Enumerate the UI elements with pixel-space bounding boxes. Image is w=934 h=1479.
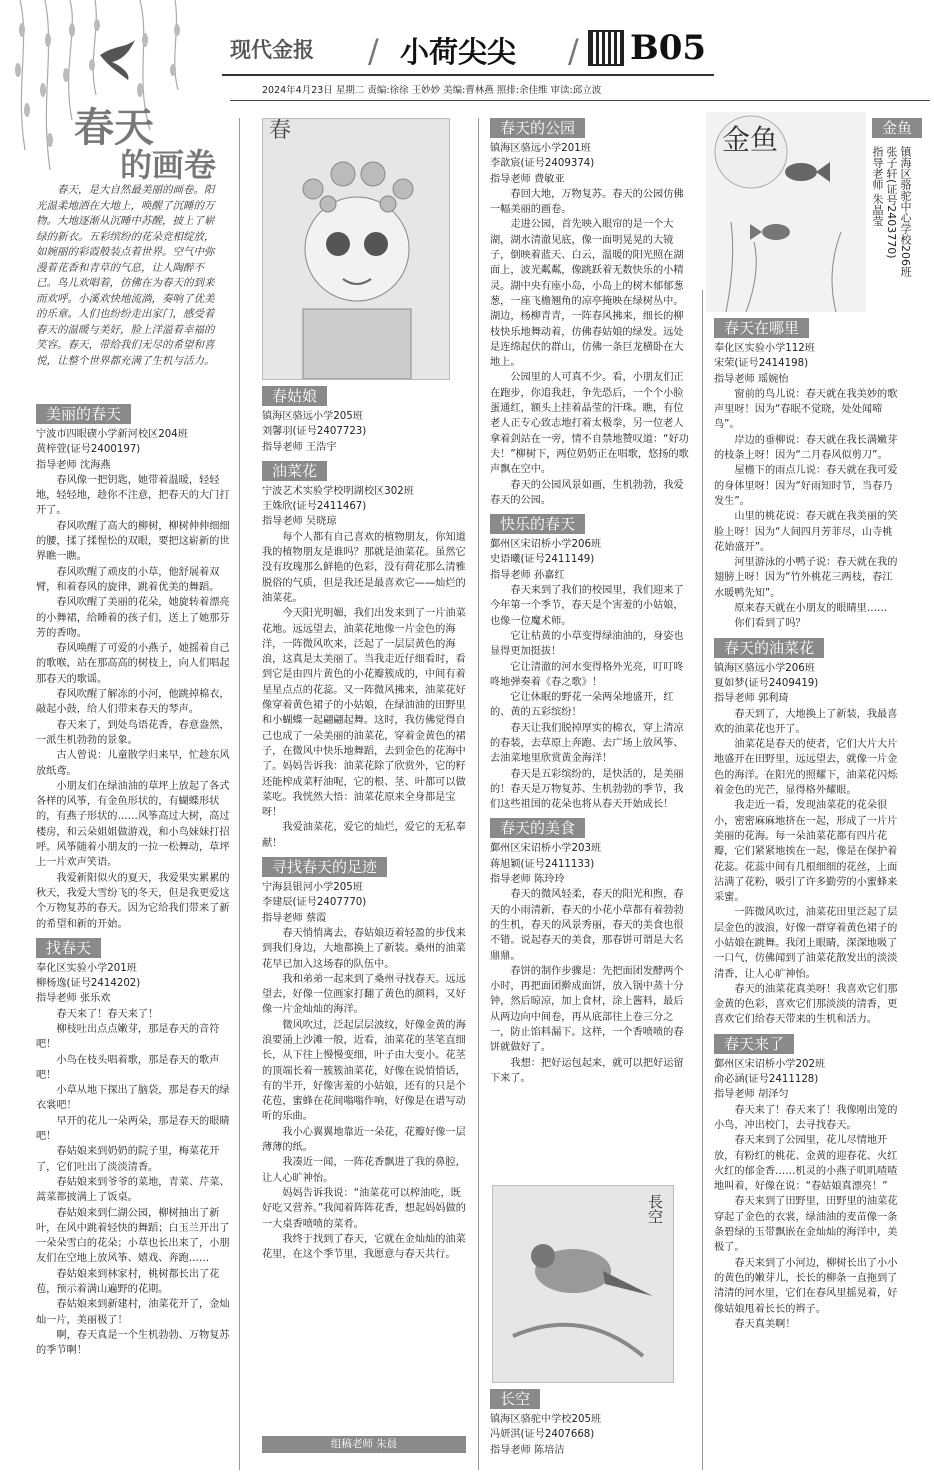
painting-label: 金鱼 <box>722 123 779 156</box>
article-paragraph: 春姑娘来到爷爷的菜地，青菜、芹菜、蒿菜都披满上了饭桌。 <box>36 1176 230 1204</box>
article-teacher: 指导老师 王浩宇 <box>262 441 337 453</box>
swallow-icon <box>100 40 135 80</box>
article-school: 奉化区实验小学112班 <box>714 343 815 354</box>
article-author: 柳杨逸(证号2414202) <box>36 978 141 990</box>
article-paragraph: 走进公园，首先映入眼帘的是一个大湖，湖水清澈见底，像一面明晃晃的大镜子，倒映着蓝天、白云，温暖的阳光照在湖面上，波光粼粼，像跳跃着无数快乐的小精灵。湖中央有座小岛，小岛上的树木郁郁葱葱，一座飞檐翘角的凉亭掩映在绿树丛中。湖边，杨柳青青，一阵春风拂来，细长的柳枝快乐地舞动着，仿佛春姑娘的绿发。远处是连绵起伏的群山，仿佛一条巨龙横卧在大地上。 <box>490 219 684 369</box>
article-paragraph: 油菜花是春天的使者，它们大片大片地盛开在田野里，远远望去，就像一片金色的海洋。在阳光的照耀下，油菜花闪烁着金色的光芒，显得格外耀眼。 <box>714 739 898 797</box>
article-author: 俞必涵(证号2411128) <box>714 1074 819 1086</box>
article-paragraph: 河里游泳的小鸭子说：春天就在我的翅膀上呀！因为“竹外桃花三两枝，春江水暖鸭先知”。 <box>714 557 898 599</box>
article-school: 奉化区实验小学201班 <box>36 962 137 974</box>
article-author: 冯妍淇(证号2407668) <box>490 1429 595 1441</box>
article-paragraph: 春天来了，到处鸟语花香，春意盎然，一派生机勃勃的景象。 <box>36 719 230 746</box>
newspaper-name: 现代金报 <box>230 37 314 62</box>
column-2 <box>262 118 466 1468</box>
article-paragraph: 春天来了！春天来了！我像刚出笼的小鸟，冲出校门，去寻找春天。 <box>714 1104 898 1131</box>
article-paragraph: 春风唤醒了可爱的小燕子，她摇着自己的歌喉，站在那高高的树枝上，向人们唱起那春天的歌谣。 <box>36 643 230 685</box>
article-paragraph: 小鸟在枝头唱着歌，那是春天的歌声吧！ <box>36 1054 220 1081</box>
article-school: 鄞州区宋诏桥小学206班 <box>490 539 602 551</box>
section-name: 小荷尖尖 <box>400 35 517 69</box>
article-title: 长空 <box>490 1389 540 1409</box>
column-divider <box>239 118 240 1470</box>
article-teacher: 指导老师 陈培洁 <box>490 1444 565 1456</box>
article-paragraph: 我爱新阳似火的夏天，我爱果实累累的秋天，我爱大雪纷飞的冬天，但是我更爱这个万物复苏的春天。因为它给我们带来了新的希望和新的开始。 <box>36 872 230 930</box>
article-paragraph: 春风吹醒了解冻的小河，他跳掉棉衣，敲起小鼓，给人们带来春天的琴声。 <box>36 689 230 716</box>
article-paragraph: 春天来了！春天来了！ <box>56 1008 159 1020</box>
article-school: 宁波市四眼碶小学新河校区204班 <box>36 429 188 440</box>
caption-school: 镇海区骆驼中心学校206班 <box>899 146 912 277</box>
article-paragraph: 春姑娘来到奶奶的院子里，梅菜花开了，它们吐出了淡淡清香。 <box>36 1146 220 1173</box>
article-paragraph: 春天来到了公园里，花儿尽情地开放，有粉红的桃花、金黄的迎春花、火红火红的郁金香……机灵的小燕子叽叽喳喳地叫着，好像在说：“春姑娘真漂亮！” <box>714 1135 898 1193</box>
article-paragraph: 小朋友们在绿油油的草坪上放起了各式各样的风筝，有金鱼形状的，有蝴蝶形状的，有燕子形状的……风筝高过大树，高过楼房，和云朵姐姐做游戏，和小鸟妹妹打招呼。风筝随着小朋友的一拉一松舞动，草坪上一片欢声笑语。 <box>36 780 230 869</box>
article-teacher: 指导老师 瑶婉怡 <box>714 373 789 385</box>
column-4 <box>714 312 902 1472</box>
article-paragraph: 它让枯黄的小草变得绿油油的，身姿也显得更加挺拔！ <box>490 630 684 658</box>
column-divider <box>478 118 479 1470</box>
article-title: 春天的美食 <box>490 818 585 838</box>
article-title: 春天来了 <box>714 1034 794 1054</box>
article-paragraph: 春风吹醒了美丽的花朵，她旋转着漂亮的小舞裙，给睡着的孩子们，送上了她那芬芳的香吻。 <box>36 597 230 639</box>
article-teacher: 指导老师 胡泽匀 <box>714 1089 789 1101</box>
article-teacher: 指导老师 张乐欢 <box>36 993 111 1005</box>
article-paragraph: 它让休眠的野花一朵两朵地盛开，红的、黄的五彩缤纷！ <box>490 692 674 719</box>
girl-painting <box>262 118 450 380</box>
article-paragraph: 妈妈告诉我说：“油菜花可以榨油吃，既好吃又营养。”我闻着阵阵花香，想起妈妈做的一大桌香喷喷的菜肴。 <box>262 1187 466 1230</box>
article-paragraph: 春天的油菜花真美呀！我喜欢它们那金黄的色彩，喜欢它们那淡淡的清香，更喜欢它们给春天带来的生机和活力。 <box>714 983 898 1026</box>
article-paragraph: 春风吹醒了顽皮的小草，他舒展着双臂，和着春风的旋律，跳着优美的舞蹈。 <box>36 566 220 593</box>
painting-title: 金鱼 <box>872 118 922 138</box>
intro-text: 春天，是大自然最美丽的画卷。阳光温柔地洒在大地上，唤醒了沉睡的万物。大地逐渐从沉睡中苏醒，披上了崭绿的新衣。五彩缤纷的花朵竞相绽放，如婉丽的彩霞般装点着世界。空气中弥漫着花香和青草的气息，让人陶醉不已。鸟儿欢唱着，仿佛在为春天的到来而欢呼。小溪欢快地流淌，奏响了优美的乐章。人们也纷纷走出家门，感受着春天的温暖与美好，脸上洋溢着幸福的笑容。春天，带给我们无尽的希望和喜悦，让整个世界都充满了生机与活力。 <box>36 184 215 367</box>
girl-face-icon <box>263 119 450 380</box>
article-author: 李建辰(证号2407770) <box>262 897 367 909</box>
column-divider <box>702 290 703 1470</box>
article-paragraph: 你们看到了吗？ <box>734 618 806 630</box>
header-rule <box>230 100 930 101</box>
article-title: 春天的公园 <box>490 118 585 138</box>
article-author: 李歆宸(证号2409374) <box>490 158 595 170</box>
article-teacher: 指导老师 郭利琦 <box>714 693 789 705</box>
article-paragraph: 啊，春天真是一个生机勃勃、万物复苏的季节啊！ <box>36 1329 230 1357</box>
article-paragraph: 春天是五彩缤纷的，是快活的，是美丽的！春天是万物复苏、生机勃勃的季节，我们这些祖国的花朵也将从春天开始成长！ <box>490 768 684 811</box>
article-paragraph: 春天的公园风景如画，生机勃勃，我爱春天的公园。 <box>490 479 684 506</box>
article-title: 寻找春天的足迹 <box>262 857 387 877</box>
article-paragraph: 窗前的鸟儿说：春天就在我美妙的歌声里呀！因为“春眠不觉晓，处处闻啼鸟”。 <box>714 388 898 431</box>
page-title-line2: 的画卷 <box>120 146 217 184</box>
page-title-line1: 春天 <box>74 104 154 151</box>
article-title: 美丽的春天 <box>36 404 131 424</box>
article-title: 找春天 <box>36 938 101 958</box>
qr-code-icon <box>588 30 624 66</box>
article-paragraph: 公园里的人可真不少。看，小朋友们正在跑步，你追我赶，争先恐后，一个个小脸蛋通红，额头上挂着晶莹的汗珠。瞧，有位老人正专心致志地打着太极拳，另一位老人拿着剑站在一旁，情不自禁地赞叹道：“好功夫！”柳树下，两位奶奶正在唱歌，悠扬的歌声飘在空中。 <box>490 372 689 476</box>
goldfish-painting <box>706 112 866 312</box>
painting-label: 長空 <box>646 1194 664 1224</box>
column-1 <box>36 398 232 1473</box>
article-author: 蒋旭颖(证号2411133) <box>490 858 595 870</box>
article-paragraph: 今天阳光明媚，我们出发来到了一片油菜花地。远远望去，油菜花地像一片金色的海洋，一阵微风吹来，泛起了一层层黄色的海浪，这真是太美丽了。当我走近仔细看时，看到它是由四片黄色的小花瓣簇成的，中间有着星星点点的花蕊。又一阵微风拂来，油菜花好像穿着黄色裙子的小姑娘，在绿油油的田野里和小蝴蝶一起翩翩起舞。这时，我仿佛觉得自己也成了一朵美丽的油菜花，穿着金黄色的裙子，在微风中快乐地舞蹈，去到金色的花海中了。妈妈告诉我：油菜花除了欣赏外，它的籽还能榨成菜籽油呢，它的根、茎、叶都可以做菜吃。我恍然大悟：油菜花原来全身都是宝呀！ <box>262 608 466 819</box>
article-paragraph: 春风像一把钥匙，她带着温暖，轻轻地，轻轻地，趁你不注意，把春天的大门打开了。 <box>36 474 230 517</box>
article-paragraph: 春回大地，万物复苏。春天的公园仿佛一幅美丽的画卷。 <box>490 188 684 216</box>
article-paragraph: 春姑娘来到新建村，油菜花开了，金灿灿一片，美丽极了！ <box>36 1299 230 1326</box>
article-paragraph: 春天来到了小河边，柳树长出了小小的黄色的嫩芽儿，长长的柳条一直拖到了清清的河水里，它们在春风里摇晃着，好像姑娘甩着长长的辫子。 <box>714 1257 898 1315</box>
article-paragraph: 春天来到了田野里，田野里的油菜花穿起了金色的衣裳，绿油油的麦苗像一条条碧绿的玉带飘嵌在金灿灿的海洋中，美极了。 <box>714 1196 898 1254</box>
article-author: 刘馨羽(证号2407723) <box>262 426 367 438</box>
article-paragraph: 春天真美啊！ <box>734 1318 796 1330</box>
article-paragraph: 我和弟弟一起来到了桑州寻找春天。远远望去，好像一位画家打翻了黄色的颜料，又好像一片金灿灿的海洋。 <box>262 973 466 1016</box>
article-school: 镇海区骆远小学205班 <box>262 411 363 422</box>
article-paragraph: 我小心翼翼地靠近一朵花，花瓣好像一层薄薄的纸。 <box>262 1126 466 1154</box>
article-paragraph: 小草从地下探出了脑袋，那是春天的绿衣裳吧！ <box>36 1085 230 1112</box>
article-paragraph: 原来春天就在小朋友的眼睛里…… <box>734 603 888 615</box>
article-title: 春天的油菜花 <box>714 638 824 658</box>
article-paragraph: 一阵微风吹过，油菜花田里泛起了层层金色的波浪，好像一群穿着黄色裙子的小姑娘在跳舞。我闭上眼睛，深深地吸了一口气，仿佛闻到了油菜花散发出的淡淡清香，让人心旷神怡。 <box>714 907 898 980</box>
painting-caption <box>870 146 912 296</box>
masthead-rule <box>222 74 714 76</box>
article-paragraph: 春天悄悄离去，春姑娘迈着轻盈的步伐来到我们身边，大地都换上了新装。桑州的油菜花早已加入这场春的队伍中。 <box>262 927 466 970</box>
article-teacher: 指导老师 蔡霞 <box>262 912 327 924</box>
article-paragraph: 春天的微风轻柔，春天的阳光和煦，春天的小雨清新，春天的小花小草都有着勃勃的生机，春天的风景秀丽，春天的美食也很不错。说起春天的美食，那春饼可谓是大名鼎鼎。 <box>490 889 684 962</box>
article-teacher: 指导老师 孙嘉红 <box>490 569 565 581</box>
article-paragraph: 春姑娘来到林家村，桃树都长出了花苞，预示着满山遍野的花期。 <box>36 1268 220 1296</box>
article-school: 鄞州区宋诏桥小学202班 <box>714 1058 826 1070</box>
masthead-divider: / <box>368 32 379 70</box>
article-paragraph: 春天让我们脱掉厚实的棉衣，穿上清凉的春装，去草原上奔跑、去广场上放风筝、去油菜地里欣赏黄金海洋！ <box>490 722 684 765</box>
caption-teacher: 指导老师 朱晶莹 <box>871 146 884 227</box>
article-teacher: 指导老师 陈玲玲 <box>490 874 565 886</box>
article-beautiful-spring <box>36 398 232 932</box>
masthead-divider: / <box>568 32 579 70</box>
article-paragraph: 春姑娘来到仁湖公园，柳树抽出了新叶，在风中跳着轻快的舞蹈；白玉兰开出了一朵朵雪白的花朵；小草也长出来了，小朋友们在空地上放风筝、嬉戏、奔跑…… <box>36 1207 230 1265</box>
article-title: 快乐的春天 <box>490 514 585 534</box>
article-paragraph: 岸边的垂柳说：春天就在我长满嫩芽的枝条上呀！因为“二月春风似剪刀”。 <box>714 434 898 462</box>
bird-painting <box>492 1185 674 1383</box>
article-school: 宁波艺术实验学校明湖校区302班 <box>262 485 414 497</box>
article-paragraph: 春饼的制作步骤是：先把面团发酵两个小时，再把面团擀成面饼，放入锅中蒸十分钟，然后晾凉，加上食材，涂上酱料，最后从两边向中间卷，再从底部往上卷三分之一，防止馅料漏下。这样，一个香喷喷的春饼就做好了。 <box>490 965 684 1054</box>
article-teacher: 指导老师 沈海燕 <box>36 459 111 471</box>
painting-label: 春 <box>269 118 292 143</box>
article-long-sky <box>490 1383 692 1458</box>
issue-info-line: 2024年4月23日 星期二 责编:徐徐 王妙妙 美编:曹林燕 照排:余佳维 审读:邱立波 <box>262 85 602 96</box>
page-number: B05 <box>630 28 707 68</box>
article-paragraph: 我想：把好运包起来，就可以把好运留下来了。 <box>490 1057 684 1084</box>
editor-note: 组稿老师 朱晨 <box>262 1436 466 1453</box>
article-school: 镇海区骆驼中学校205班 <box>490 1414 602 1425</box>
article-paragraph: 微风吹过，泛起层层波纹，好像金黄的海浪要涌上沙滩一般，近看，油菜花的茎笔直细长，从下往上慢慢变细，叶子由大变小。花茎的顶端长着一簇簇油菜花，好像在说悄悄话，有的半开，好像害羞的小姑娘，还有的只是个花苞，蜜蜂在花间嗡嗡作响，好像是在谱写动听的乐曲。 <box>262 1019 466 1123</box>
article-paragraph: 它让清澈的河水变得格外光亮，叮叮咚咚地弹奏着《春之歌》！ <box>490 661 684 688</box>
article-find-spring <box>36 932 232 1359</box>
masthead <box>220 28 710 72</box>
article-paragraph: 古人曾说：儿童散学归来早，忙趁东风放纸鸢。 <box>36 750 230 777</box>
article-paragraph: 屋檐下的雨点儿说：春天就在我可爱的身体里呀！因为“好雨知时节，当春乃发生”。 <box>714 465 898 507</box>
article-author: 夏如梦(证号2409419) <box>714 677 819 689</box>
article-paragraph: 每个人都有自己喜欢的植物朋友，你知道我的植物朋友是谁吗？那就是油菜花。虽然它没有玫瑰那么鲜艳的色彩，没有荷花那么清雅脱俗的气质，但是我还是最喜欢它——灿烂的油菜花。 <box>262 531 466 604</box>
article-paragraph: 春天到了，大地换上了新装，我最喜欢的油菜花也开了。 <box>714 708 898 735</box>
article-author: 黄梓萱(证号2400197) <box>36 444 141 456</box>
article-school: 宁海县银河小学205班 <box>262 882 363 894</box>
article-title: 油菜花 <box>262 461 327 481</box>
article-author: 宋荣(证号2414198) <box>714 358 809 370</box>
intro-paragraph <box>36 183 216 369</box>
article-author: 王姝欣(证号2411467) <box>262 501 367 513</box>
article-paragraph: 我爱油菜花，爱它的灿烂，爱它的无私奉献！ <box>262 822 466 849</box>
article-paragraph: 我终于找到了春天，它就在金灿灿的油菜花里，在这个季节里，我愿意与春天共行。 <box>262 1233 466 1261</box>
article-teacher: 指导老师 费敏亚 <box>490 173 565 185</box>
article-teacher: 指导老师 吴晓琼 <box>262 516 337 528</box>
article-paragraph: 我凑近一闻，一阵花香飘进了我的鼻腔，让人心旷神怡。 <box>262 1157 466 1184</box>
goldfish-title <box>872 118 922 138</box>
article-paragraph: 柳枝吐出点点嫩芽，那是春天的音符吧！ <box>36 1023 220 1051</box>
article-school: 鄞州区宋诏桥小学203班 <box>490 843 602 855</box>
article-title: 春天在哪里 <box>714 318 809 338</box>
editor-footer <box>262 1436 466 1453</box>
article-paragraph: 春风吹醒了高大的柳树，柳树伸伸细细的腰，揉了揉惺忪的双眼，要把这崭新的世界瞧一瞧。 <box>36 520 230 563</box>
article-paragraph: 春天来到了我们的校园里，我们迎来了今年第一个季节，春天是个害羞的小姑娘，也像一位魔术师。 <box>490 585 684 627</box>
article-title: 春姑娘 <box>262 386 327 406</box>
article-school: 镇海区骆远小学201班 <box>490 143 591 154</box>
caption-author: 张子轩(证号2403770) <box>885 146 898 259</box>
article-school: 镇海区骆远小学206班 <box>714 662 815 674</box>
article-author: 史语曦(证号2411149) <box>490 554 595 566</box>
article-paragraph: 山里的桃花说：春天就在我美丽的笑脸上呀！因为“人间四月芳菲尽，山寺桃花始盛开”。 <box>714 511 898 553</box>
article-paragraph: 我走近一看，发现油菜花的花朵很小，密密麻麻地挤在一起，形成了一片片美丽的花海。每一朵油菜花都有四片花瓣，它们紧紧地挨在一起，像是在保护着花蕊。花蕊中间有几根细细的花丝，上面沾满了花粉，吸引了许多勤劳的小蜜蜂来采蜜。 <box>714 800 898 904</box>
article-paragraph: 早开的花儿一朵两朵，那是春天的眼睛吧！ <box>36 1115 230 1143</box>
